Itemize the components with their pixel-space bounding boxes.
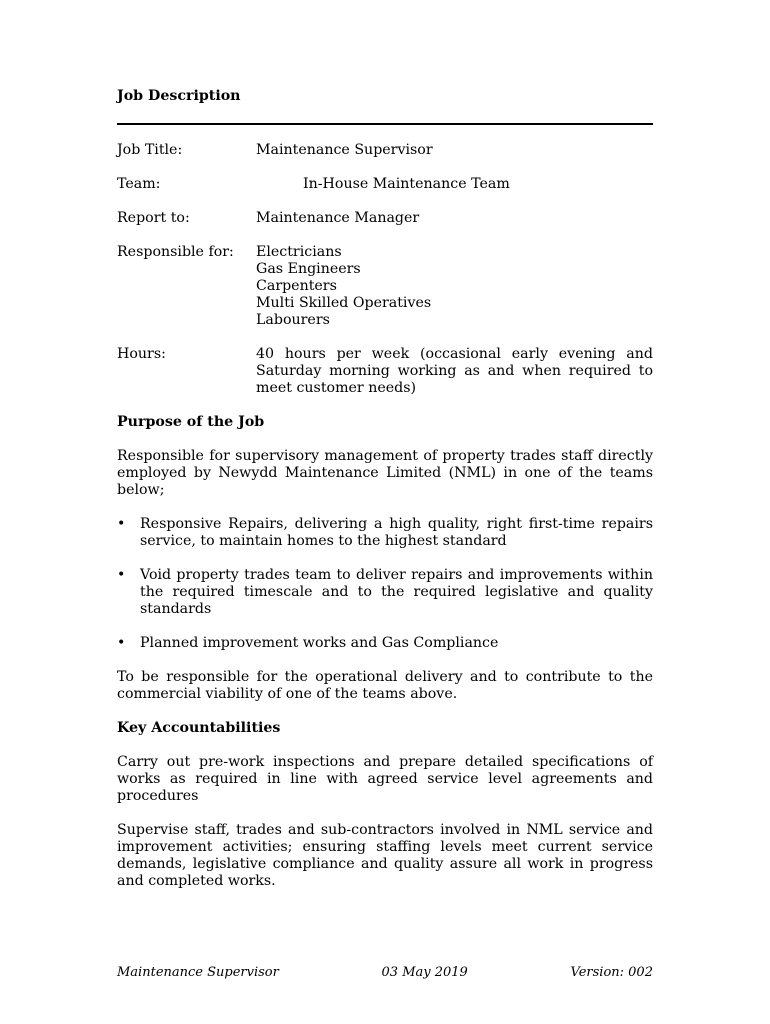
list-item bbox=[117, 567, 653, 618]
document-body bbox=[117, 86, 653, 907]
field-report-to bbox=[117, 210, 653, 227]
bullet-text: Planned improvement works and Gas Compliance bbox=[140, 635, 499, 651]
section-heading-purpose: Purpose of the Job bbox=[117, 414, 265, 430]
accountability-paragraph: Supervise staff, trades and sub-contractors involved in NML service and improvement activities; ensuring staffing levels meet current service demands, legislative compliance and quality assure all work in progress and completed works. bbox=[117, 822, 653, 889]
bullet-icon: • bbox=[117, 635, 126, 651]
bullet-icon: • bbox=[117, 567, 126, 583]
bullet-icon: • bbox=[117, 516, 126, 532]
field-label: Job Title: bbox=[117, 142, 183, 158]
field-label: Responsible for: bbox=[117, 244, 234, 260]
bullet-text: Responsive Repairs, delivering a high quality, right first-time repairs service, to maintain homes to the highest standard bbox=[140, 516, 653, 549]
field-hours bbox=[117, 346, 653, 397]
responsible-item: Carpenters bbox=[256, 278, 337, 294]
field-team bbox=[117, 176, 653, 193]
field-label: Team: bbox=[117, 176, 161, 192]
field-value: 40 hours per week (occasional early evening and Saturday morning working as and when required to meet customer needs) bbox=[256, 346, 653, 396]
document-title: Job Description bbox=[117, 88, 241, 104]
field-value: Maintenance Manager bbox=[256, 210, 420, 226]
responsible-item: Multi Skilled Operatives bbox=[256, 295, 432, 311]
field-label: Hours: bbox=[117, 346, 166, 362]
footer-document-name: Maintenance Supervisor bbox=[117, 965, 279, 980]
field-value: Maintenance Supervisor bbox=[256, 142, 433, 158]
responsible-item: Electricians bbox=[256, 244, 342, 260]
purpose-closing: To be responsible for the operational delivery and to contribute to the commercial viability of one of the teams above. bbox=[117, 669, 653, 702]
footer-version: Version: 002 bbox=[570, 965, 653, 980]
responsible-item: Gas Engineers bbox=[256, 261, 361, 277]
footer-date: 03 May 2019 bbox=[381, 965, 468, 980]
field-value-list bbox=[256, 244, 653, 329]
list-item bbox=[117, 635, 653, 652]
section-heading-accountabilities: Key Accountabilities bbox=[117, 720, 281, 736]
responsible-item: Labourers bbox=[256, 312, 330, 328]
list-item bbox=[117, 516, 653, 550]
field-value: In-House Maintenance Team bbox=[303, 176, 510, 192]
bullet-text: Void property trades team to deliver repairs and improvements within the required timescale and to the required legislative and quality standards bbox=[140, 567, 653, 617]
field-job-title bbox=[117, 142, 653, 159]
purpose-bullet-list bbox=[117, 516, 653, 652]
title-divider bbox=[117, 123, 653, 125]
accountability-paragraph: Carry out pre-work inspections and prepare detailed specifications of works as required in line with agreed service level agreements and procedures bbox=[117, 754, 653, 804]
field-responsible-for bbox=[117, 244, 653, 329]
page-footer bbox=[117, 965, 653, 980]
purpose-intro: Responsible for supervisory management of property trades staff directly employed by Newydd Maintenance Limited (NML) in one of the teams below; bbox=[117, 448, 653, 498]
field-label: Report to: bbox=[117, 210, 190, 226]
